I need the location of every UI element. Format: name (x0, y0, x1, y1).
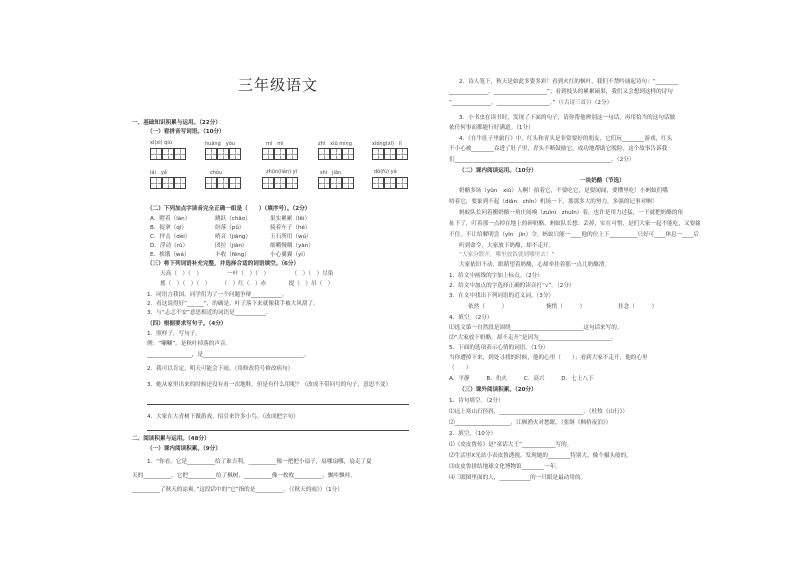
example-sentence: 例：“唰唰”，是秋叶掉落的声音。 (147, 341, 232, 347)
question: ⑴《皮皮鲁传》是“童话大王”____________写的。 (449, 442, 573, 448)
pinyin: dǒ(fù) yá (374, 169, 397, 175)
option-b: B．捉拿（qì） (150, 225, 187, 231)
idiom-fill-row: 搖（ ）（ ）（ ） （ ）红（ ）赤 提（ ）吊（ ） (160, 281, 334, 287)
question: 1．诗句填空。（2分） (449, 398, 504, 404)
question: 1．给文中画线的字加上标点。（2分） (449, 273, 543, 279)
question: 4．《在牛肚子里旅行》中，红头和青头是非常要好的朋友，它们玩________游戏，红头 (459, 136, 673, 142)
pinyin: zhī xiū míng (318, 141, 352, 147)
question: 1．同语言我国，同学们为了一个问题争辩___________。 (147, 292, 288, 298)
option-e: 小心翼翼（yì） (270, 252, 309, 258)
option-c: 哨音（jiǎng） (215, 234, 252, 240)
writing-grid[interactable] (318, 177, 354, 189)
question: 3．在文中找出下列词语的近义词。（3分） (449, 293, 555, 299)
option-d: D．浮动（rù） (150, 243, 189, 249)
pinyin: zhūn(lián) yī (266, 169, 297, 175)
question: “______________，___________________。”（《古诗三首》）（2分） (449, 100, 613, 106)
question: ⑴选文第一自然段是围绕__________________________这句话来写的。 (449, 325, 623, 331)
question: ⑷三眼图里面的人，___________的一只眼是最动用的。 (449, 475, 587, 481)
question: 不小心被________吞进了肚子里，青头不断鼓励它，成功地帮助它脱险，这个故事告诉我 (449, 146, 668, 152)
question: 3．与“忐忑不安”意思相近的词语是___________。 (147, 310, 272, 316)
question: 当你遭掉下来，到处寻找的时候，他的心里（ ）；看到大家不走开，他的心里 (449, 355, 648, 361)
question: ⑵“大家放下奶酪，却不走开”是因为__________________________。 (449, 335, 618, 341)
question: 2．诗人笔下，秋天是如此多姿多彩！看到火红的枫叶，我们不禁吟诵起诗句：“________ (459, 79, 679, 85)
story-line: “大家分散开，哪里放饭就到哪里去！” (459, 252, 555, 258)
story-title: 一块奶酪（节选） (580, 178, 625, 184)
writing-grid[interactable] (372, 177, 408, 189)
story-line: 扯下了，叮着那一点掉在地上的碎奶酪，蚂蚁队长想：丢掉，实在可惜，是们大家一起不能吃，又要偷 (449, 221, 701, 227)
question: 4．填空。（2分） (449, 315, 493, 321)
section-1c-heading: （三）将下列词语补充完整，并选择合适的词语填空。（6分） (147, 261, 300, 267)
question: 2．填空。（10分） (449, 431, 497, 437)
writing-grid[interactable] (372, 148, 408, 160)
story-line: 蚂蚁队长问着搬奶酪一角庄间嗅（zuǐnì zhuǐn）着，也许是用力过猛，一下就把奶酪的角 (459, 210, 684, 216)
synonym-blank[interactable]: 挂念（ ） (618, 304, 658, 310)
synonym-blank[interactable]: 依然（ ） (468, 304, 508, 310)
answer-line[interactable]: ________________，是____________________________________。 (147, 352, 310, 358)
option-b: 骑着车子（hé） (270, 225, 311, 231)
question: ⑴远上寒山石径斜，______________________________。（杜牧《山行》） (449, 409, 628, 415)
question: 们________________________________________________________。（2分） (449, 157, 635, 163)
page-title: 三年级语文 (238, 76, 319, 94)
option-e: 丰收（fēng） (215, 252, 250, 258)
pinyin: shì jiān (320, 170, 342, 176)
question: 4．大家在大青树下做游戏，招引来许多小鸟。（改成把字句） (147, 414, 299, 420)
reading-line: __________了秋天的凉爽。”这段话中的“它”指的是__________。（《秋天的雨》）（1分） (132, 487, 343, 493)
question: 5．下面的选项表示心情的词语。（1分） (449, 345, 549, 351)
idiom-fill-row: 天高（ ）（ ） 一叶（ ）（ ） （ ）（ ）尽染 (160, 271, 334, 277)
reading-line: 1．“你看，它是__________给了谁吉利，__________像一把把小扇子，扇哪扇哪，扇走了夏 (147, 459, 372, 465)
question: 3．她从家里出来的时候还没有看一次地鞋，但是有什么用呢？（改成不带问号的句子，意思不变） (147, 382, 392, 388)
option-c: 玉石所用（wú） (270, 234, 312, 240)
writing-grid[interactable] (205, 177, 241, 189)
story-line: 不住，不让给解明尝（yǐn jǐn）令。蚂蚁只能一____他的位上下__________只好可____休息一____后 (449, 232, 700, 238)
reading-line: 天的__________，它把__________给了枫树，__________像一枚枚__________，飘哇飘哇， (132, 473, 356, 479)
option-c: C．抨击（dèi） (150, 234, 191, 240)
section-2-heading: 二、阅读积累与运用。（48分） (132, 436, 210, 442)
pinyin: xióng(xī) lǐ (372, 141, 402, 147)
pinyin: huǎng yǒu (205, 141, 235, 147)
question: 2．给文中加点的字选择正确的读音打“√”。（2分） (449, 283, 575, 289)
question: 依任何事而都能行好满道。（1分） (449, 125, 534, 131)
choices: A．平静 B．仇火 C．高兴 D．七上八下 (449, 376, 594, 382)
section-2c-heading: （三）课外阅读积累。（20分） (459, 387, 537, 393)
writing-grid[interactable] (262, 148, 298, 160)
story-line: 大家依旧不动，眼睛望着奶酪，心却牵挂着那一点儿奶酪渣。 (459, 262, 611, 268)
question: ⑵生活里X光站小表皮鲁透视，发现她的________特别大，像个摄头般的。 (449, 453, 632, 459)
writing-grid[interactable] (205, 148, 241, 160)
writing-grid[interactable] (150, 148, 186, 160)
option-e: E．挨饿（wá） (150, 252, 190, 258)
synonym-blank[interactable]: 惋惜（ ） (546, 304, 586, 310)
question: ______________，___________________”；看到枝头的累累硕果，我们又会想到这样的诗句 (449, 89, 673, 95)
answer-line[interactable] (147, 430, 409, 431)
section-1d-heading: （四）根据要求写句子。（4分） (147, 321, 227, 327)
question: 2．我可以肯定，明天可能会下雨。（用修改符号修改病句） (147, 366, 294, 372)
option-d: 团拉（jiàn） (215, 243, 248, 249)
option-a: 跳跃（chǎo） (215, 216, 251, 222)
writing-grid[interactable] (150, 177, 186, 189)
section-2b-heading: （二）课内阅读运用。（10分） (459, 168, 537, 174)
writing-grid[interactable] (318, 148, 354, 160)
story-line: 听到命令，大家放下奶酪，却不走开。 (459, 243, 555, 249)
option-d: 细嚼慢咽（yàn） (270, 243, 314, 249)
section-1a-heading: （一）看拼音写词语。（10分） (147, 129, 225, 135)
question: （ ） (449, 365, 472, 371)
question: 2．看这说得好“______”，的确是。叶子落下来就像我手被大风刮了。 (147, 301, 319, 307)
writing-grid[interactable] (262, 177, 298, 189)
question: 1．照样子，写句子。 (147, 331, 201, 337)
option-a: A．瞪着（lán） (150, 216, 191, 222)
option-a: 果实累累（lěi） (270, 216, 311, 222)
section-1b-heading: （二）下列加点字读音完全正确一组是（ ）（填序号）。（2分） (147, 206, 311, 212)
question: ⑶皮皮鲁拼结地球文化博物馆________一年。 (449, 464, 561, 470)
question: ⑵____________________，江枫渔火对愁眠。（张继《枫桥夜泊》） (449, 420, 612, 426)
option-b: 纷落（pǔ） (215, 225, 245, 231)
section-1-heading: 一、基础知识积累与运用。（22分） (132, 120, 221, 126)
answer-line[interactable] (147, 404, 409, 405)
section-2a-heading: （一）课内阅读积累。（9分） (147, 446, 221, 452)
story-line: 奶酪多场（yǔn xiǔ）人啊！拍着它，不要吃它，是要闻闻，要懂里吃！小蚂蚁们嘴 (459, 188, 668, 194)
question: 3．小书虫在读书时，发现了下面的句子，请你帮他辨别这一句话，再用恰当的这句话做 (459, 115, 676, 121)
pinyin: mì mì (266, 141, 284, 147)
pinyin: xī(xì) qiú (150, 140, 172, 146)
pinyin: lái yá (150, 170, 167, 176)
story-line: 唔着它，要象到不起（diǎn chǐn）机场一下，那那多大的努力，多强的记事对啊！ (449, 199, 658, 205)
pinyin: chǒu (210, 170, 228, 176)
